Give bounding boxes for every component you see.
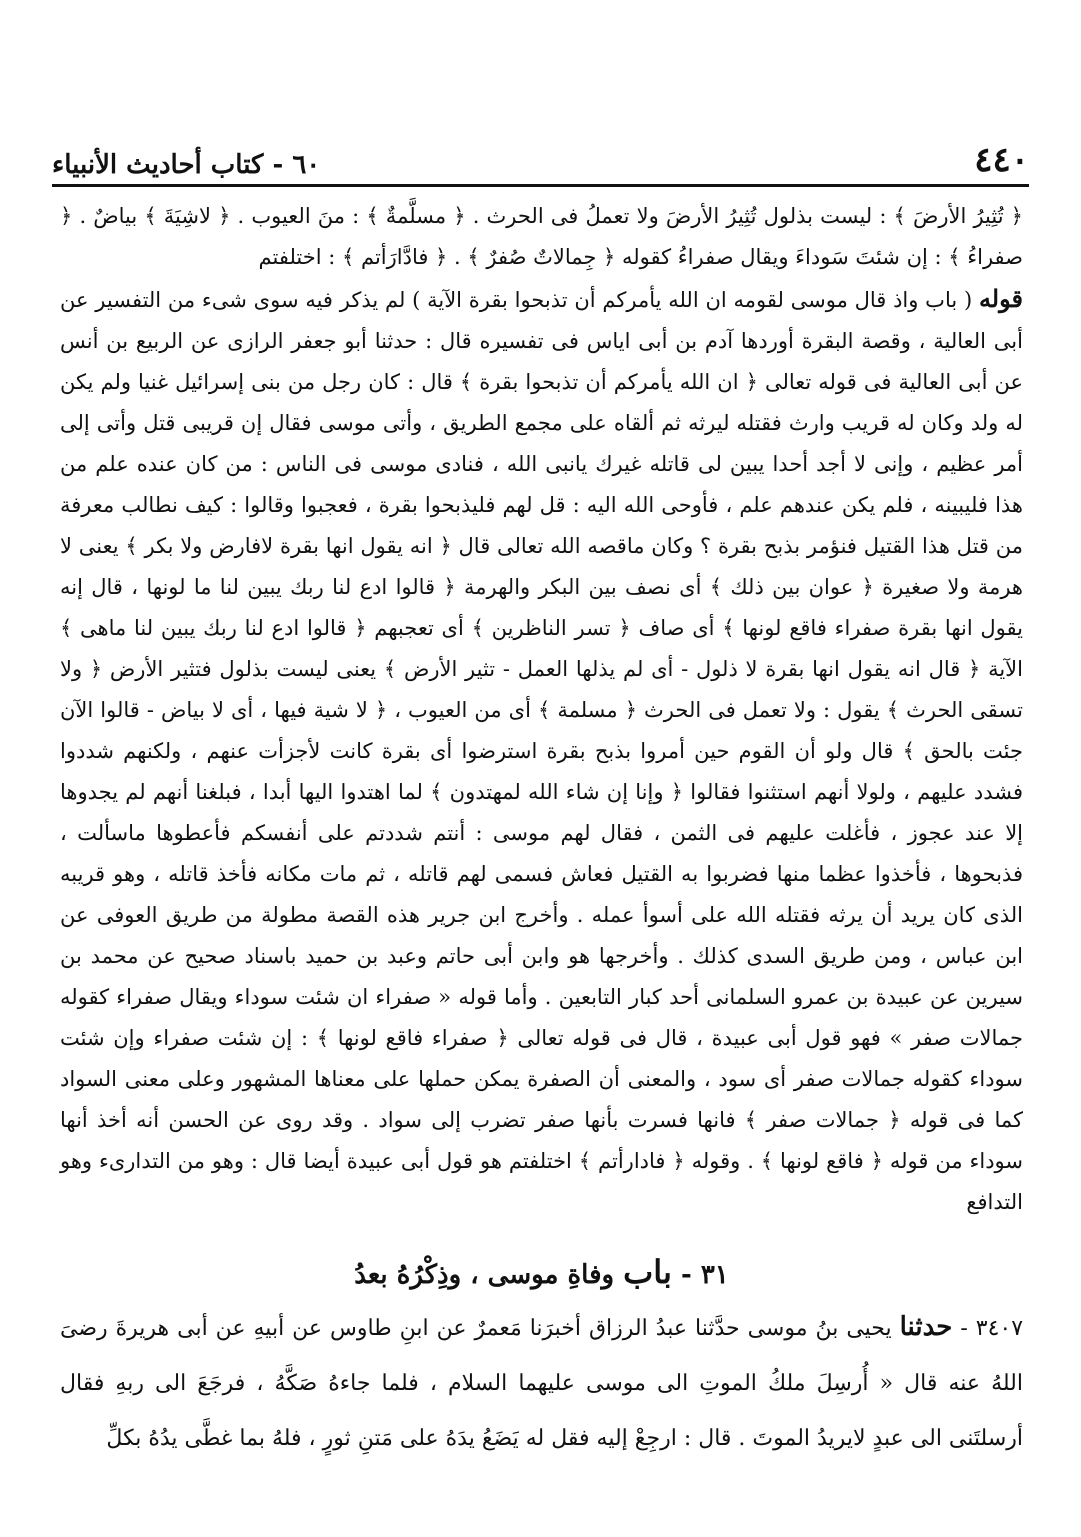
commentary-text: ( باب واذ قال موسى لقومه ان الله يأمركم أن تذبحوا بقرة الآية ) لم يذكر فيه سوى شىء من التفسير عن أبى العالية ، وقصة البقرة أوردها آدم بن أبى اياس فى تفسيره قال : حدثنا أبو جعفر الرازى عن الربيع بن أنس عن أبى العالية فى قوله تعالى ﴿ ان الله يأمركم أن تذبحوا بقرة ﴾ قال : كان رجل من بنى إسرائيل غنيا ولم يكن له ولد وكان له قريب وارث فقتله ليرثه ثم ألقاه على مجمع الطريق ، وأتى موسى فقال إن قريبى قتل وأتى إلى أمر عظيم ، وإنى لا أجد أحدا يبين لى قاتله غيرك يانبى الله ، فنادى موسى فى الناس : من كان عنده علم من هذا فليبينه ، فلم يكن عندهم علم ، فأوحى الله اليه : قل لهم فليذبحوا بقرة ، فعجبوا وقالوا : كيف نطالب معرفة من قتل هذا القتيل فنؤمر بذبح بقرة ؟ وكان ماقصه الله تعالى قال ﴿ انه يقول انها بقرة لافارض ولا بكر ﴾ يعنى لا هرمة ولا صغيرة ﴿ عوان بين ذلك ﴾ أى نصف بين البكر والهرمة ﴿ قالوا ادع لنا ربك يبين لنا ما لونها ، قال إنه يقول انها بقرة صفراء فاقع لونها ﴾ أى صاف ﴿ تسر الناظرين ﴾ أى تعجبهم ﴿ قالوا ادع لنا ربك يبين لنا ماهى ﴾ الآية ﴿ قال انه يقول انها بقرة لا ذلول - أى لم يذلها العمل - تثير الأرض ﴾ يعنى ليست بذلول فتثير الأرض ﴿ ولا تسقى الحرث ﴾ يقول : ولا تعمل فى الحرث ﴿ مسلمة ﴾ أى من العيوب ، ﴿ لا شية فيها ، أى لا بياض - قالوا الآن جئت بالحق ﴾ قال ولو أن القوم حين أمروا بذبح بقرة استرضوا أى بقرة كانت لأجزأت عنهم ، ولكنهم شددوا فشدد عليهم ، ولولا أنهم استثنوا فقالوا ﴿ وإنا إن شاء الله لمهتدون ﴾ لما اهتدوا اليها أبدا ، فبلغنا أنهم لم يجدوها إلا عند عجوز ، فأغلت عليهم فى الثمن ، فقال لهم موسى : أنتم شددتم على أنفسكم فأعطوها ماسألت ، فذبحوها ، فأخذوا عظما منها فضربوا به القتيل فعاش فسمى لهم قاتله ، ثم مات مكانه فأخذ قاتله ، وهو قريبه الذى كان يريد أن يرثه فقتله الله على أسوأ عمله . وأخرج ابن جرير هذه القصة مطولة من طريق العوفى عن ابن عباس ، ومن طريق السدى كذلك . وأخرجها هو وابن أبى حاتم وعبد بن حميد باسناد صحيح عن محمد بن سيرين عن عبيدة بن عمرو السلمانى أحد كبار التابعين . وأما قوله « صفراء ان شئت سوداء ويقال صفراء كقوله جمالات صفر » فهو قول أبى عبيدة ، قال فى قوله تعالى ﴿ صفراء فاقع لونها ﴾ : إن شئت صفراء وإن شئت سوداء كقوله جمالات صفر أى سود ، والمعنى أن الصفرة يمكن حملها على معناها المشهور وعلى معنى السواد كما فى قوله ﴿ جمالات صفر ﴾ فانها فسرت بأنها صفر تضرب إلى سواد . وقد روى عن الحسن أنه أخذ أنها سوداء من قوله ﴿ فاقع لونها ﴾ . وقوله ﴿ فادارأتم ﴾ اختلفتم هو قول أبى عبيدة أيضا قال : وهو من التدارىء وهو التدافع <box>60 288 1023 1214</box>
book-title: ٦٠ - كتاب أحاديث الأنبياء <box>52 150 321 180</box>
running-header <box>52 138 1029 180</box>
commentary-block <box>60 196 1023 1223</box>
header-divider <box>52 184 1029 187</box>
lead-word: قوله <box>978 284 1023 313</box>
hadith-lead-word: حدثنا <box>899 1312 953 1342</box>
hadith-text: يحيى بنُ موسى حدَّثنا عبدُ الرزاق أخبرَنا مَعمرٌ عن ابنِ طاوس عن أبيهِ عن أبى هريرةَ رضىَ اللهُ عنه قال « أُرسِلَ ملكُ الموتِ الى موسى عليهما السلام ، فلما جاءهُ صَكَّهُ ، فرجَعَ الى ربهِ فقال أرسلتَنى الى عبدٍ لايريدُ الموتَ . قال : ارجِعْ إليه فقل له يَضَعُ يدَهُ على مَتنِ ثورٍ ، فلهُ بما غطَّى يدُهُ بكلِّ <box>60 1316 1023 1451</box>
hadith-paragraph <box>60 1300 1023 1466</box>
chapter-number: ٣١ - <box>680 1260 729 1290</box>
hadith-number: ٣٤٠٧ - <box>960 1316 1024 1341</box>
commentary-paragraph <box>60 278 1023 1223</box>
commentary-paragraph: ﴿ تُثِيرُ الأرضَ ﴾ : ليست بذلول تُثِيرُ الأرضَ ولا تعملُ فى الحرث . ﴿ مسلَّمةٌ ﴾ : منَ العيوب . ﴿ لاشِيَةَ ﴾ بياضٌ . ﴿ صفراءُ ﴾ : إن شئتَ سَوداءَ ويقال صفراءُ كقوله ﴿ جِمالاتٌ صُفرٌ ﴾ . ﴿ فادَّارَأتم ﴾ : اختلفتم <box>60 204 1023 269</box>
bab-label: باب <box>623 1253 672 1291</box>
page-number: ٤٤٠ <box>974 140 1029 180</box>
chapter-heading <box>60 1248 1023 1299</box>
hadith-block <box>60 1300 1023 1466</box>
chapter-title: وفاةِ موسى ، وذِكْرُهُ بعدُ <box>354 1260 615 1290</box>
